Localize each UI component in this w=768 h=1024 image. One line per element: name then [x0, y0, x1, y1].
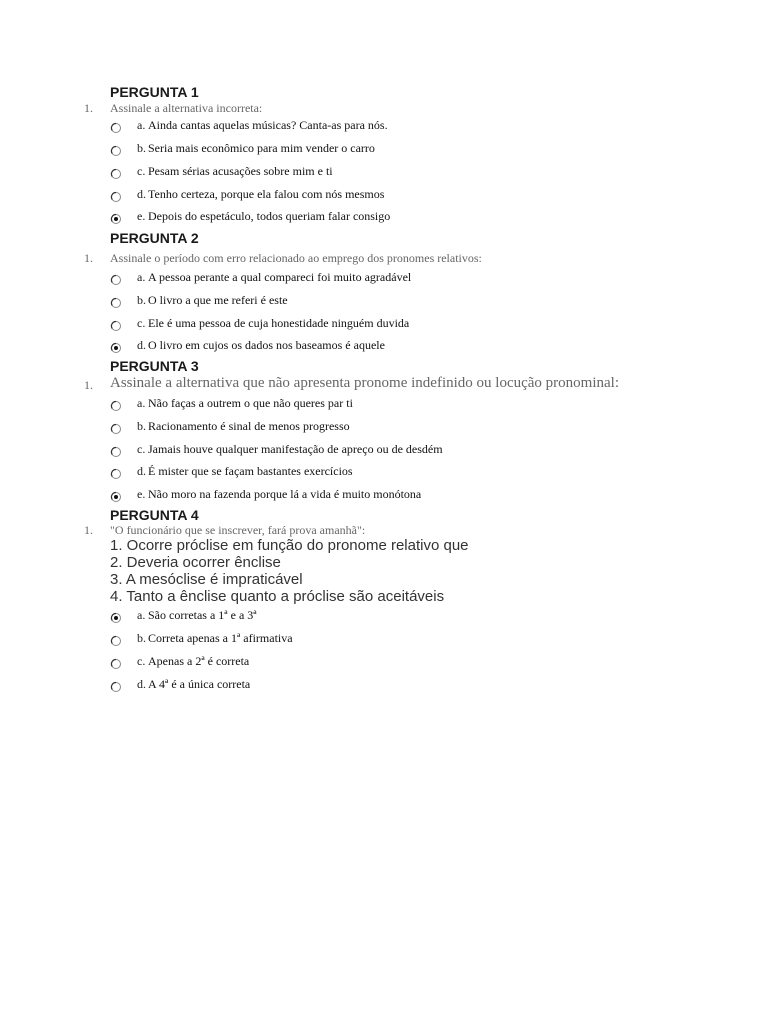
option-text: Apenas a 2ª é correta — [148, 654, 250, 668]
option-letter: b. — [137, 293, 146, 307]
question-prompt: Assinale a alternativa incorreta: — [110, 101, 263, 115]
option-text: Seria mais econômico para mim vender o carro — [148, 141, 375, 155]
option-letter: e. — [137, 487, 146, 501]
option-letter: c. — [137, 442, 146, 456]
question-number: 1. — [84, 101, 93, 115]
radio-button-selected-icon[interactable] — [110, 491, 122, 503]
option-letter: b. — [137, 631, 146, 645]
option-text: O livro a que me referi é este — [148, 293, 288, 307]
radio-button-icon[interactable] — [110, 400, 122, 412]
option-text: Ele é uma pessoa de cuja honestidade ninguém duvida — [148, 316, 410, 330]
option-letter: d. — [137, 677, 146, 691]
radio-button-icon[interactable] — [110, 468, 122, 480]
option-text: Racionamento é sinal de menos progresso — [148, 419, 350, 433]
option-letter: a. — [137, 608, 146, 622]
question-prompt: Assinale a alternativa que não apresenta pronome indefinido ou locução pronominal: — [110, 375, 619, 391]
statement-1: 1. Ocorre próclise em função do pronome relativo que — [110, 537, 469, 554]
option-text: Depois do espetáculo, todos queriam falar consigo — [148, 209, 391, 223]
radio-button-icon[interactable] — [110, 168, 122, 180]
radio-button-icon[interactable] — [110, 423, 122, 435]
option-text: Correta apenas a 1ª afirmativa — [148, 631, 293, 645]
radio-button-icon[interactable] — [110, 191, 122, 203]
radio-button-icon[interactable] — [110, 274, 122, 286]
option-text: O livro em cujos os dados nos baseamos é aquele — [148, 338, 385, 352]
option-letter: c. — [137, 316, 146, 330]
question-prompt: Assinale o período com erro relacionado ao emprego dos pronomes relativos: — [110, 251, 482, 265]
option-text: A 4ª é a única correta — [148, 677, 251, 691]
option-text: São corretas a 1ª e a 3ª — [148, 608, 257, 622]
option-text: Jamais houve qualquer manifestação de apreço ou de desdém — [148, 442, 443, 456]
option-letter: d. — [137, 464, 146, 478]
question-title: PERGUNTA 3 — [110, 358, 199, 374]
option-text: Tenho certeza, porque ela falou com nós mesmos — [148, 187, 385, 201]
radio-button-selected-icon[interactable] — [110, 213, 122, 225]
radio-button-selected-icon[interactable] — [110, 612, 122, 624]
option-text: Ainda cantas aquelas músicas? Canta-as para nós. — [148, 118, 388, 132]
radio-button-icon[interactable] — [110, 658, 122, 670]
statement-2: 2. Deveria ocorrer ênclise — [110, 554, 281, 571]
option-letter: d. — [137, 338, 146, 352]
radio-button-selected-icon[interactable] — [110, 342, 122, 354]
option-letter: c. — [137, 654, 146, 668]
option-text: É mister que se façam bastantes exercícios — [148, 464, 353, 478]
question-number: 1. — [84, 251, 93, 265]
option-text: Não moro na fazenda porque lá a vida é muito monótona — [148, 487, 422, 501]
option-letter: a. — [137, 118, 146, 132]
option-letter: b. — [137, 419, 146, 433]
option-letter: d. — [137, 187, 146, 201]
radio-button-icon[interactable] — [110, 681, 122, 693]
question-prompt: "O funcionário que se inscrever, fará prova amanhã": — [110, 523, 366, 537]
question-number: 1. — [84, 378, 93, 392]
option-text: Pesam sérias acusações sobre mim e ti — [148, 164, 333, 178]
option-letter: a. — [137, 396, 146, 410]
radio-button-icon[interactable] — [110, 320, 122, 332]
option-letter: b. — [137, 141, 146, 155]
question-title: PERGUNTA 1 — [110, 84, 199, 100]
radio-button-icon[interactable] — [110, 145, 122, 157]
question-title: PERGUNTA 4 — [110, 507, 199, 523]
radio-button-icon[interactable] — [110, 446, 122, 458]
radio-button-icon[interactable] — [110, 122, 122, 134]
option-letter: e. — [137, 209, 146, 223]
statement-3: 3. A mesóclise é impraticável — [110, 571, 303, 588]
option-text: Não faças a outrem o que não queres par ti — [148, 396, 353, 410]
option-letter: a. — [137, 270, 146, 284]
radio-button-icon[interactable] — [110, 297, 122, 309]
radio-button-icon[interactable] — [110, 635, 122, 647]
question-title: PERGUNTA 2 — [110, 230, 199, 246]
option-letter: c. — [137, 164, 146, 178]
question-number: 1. — [84, 523, 93, 537]
option-text: A pessoa perante a qual compareci foi muito agradável — [148, 270, 412, 284]
statement-4: 4. Tanto a ênclise quanto a próclise são aceitáveis — [110, 588, 445, 605]
